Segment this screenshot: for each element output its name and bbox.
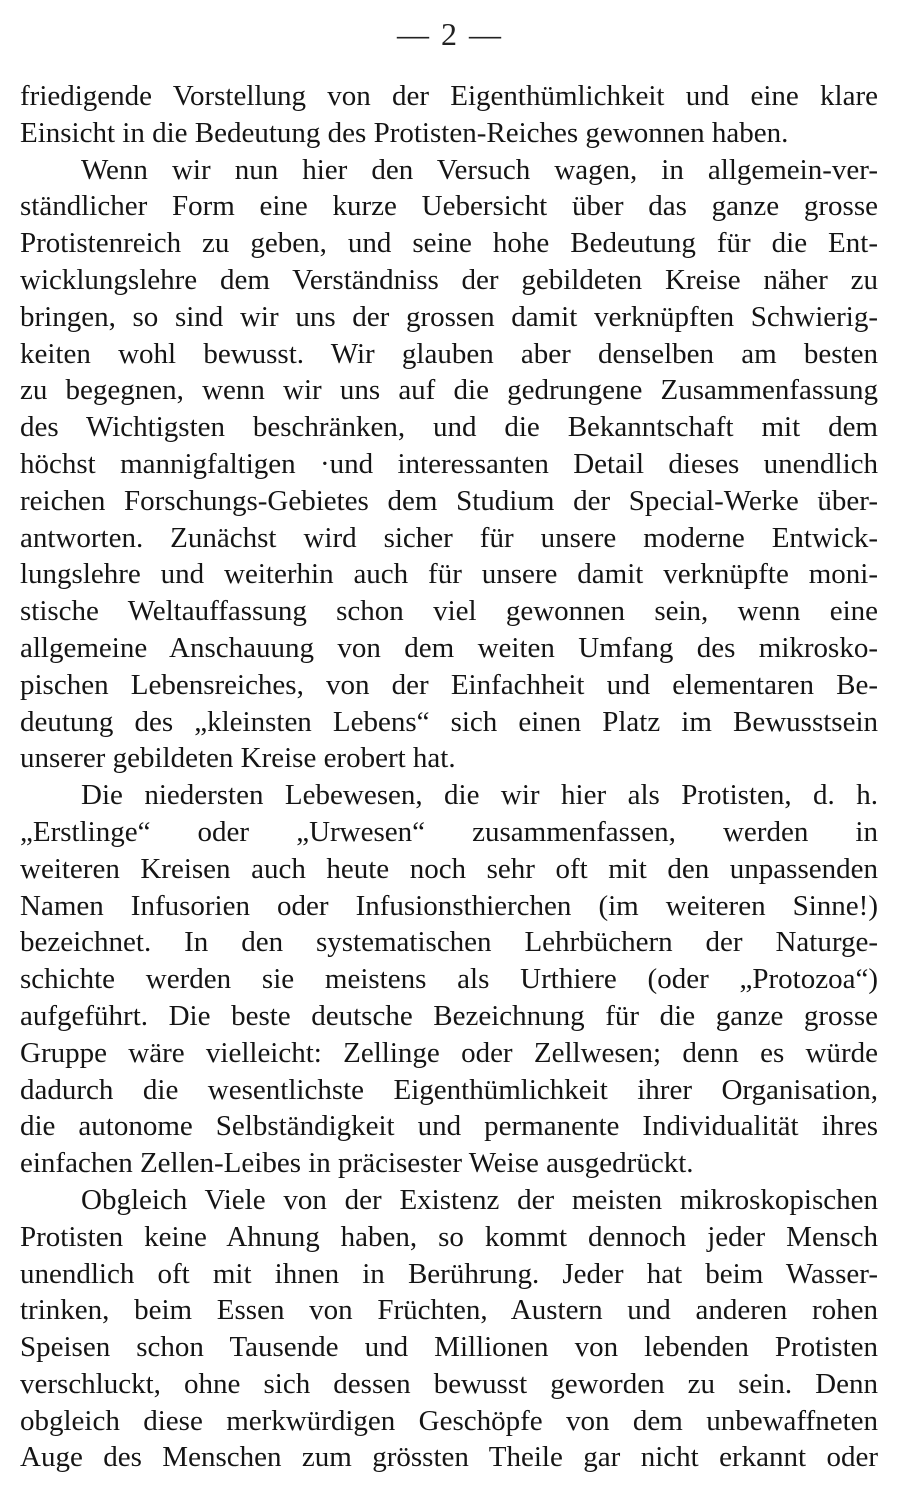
text-line: stische Weltauffassung schon viel gewonnen sein, wenn eine (20, 595, 878, 628)
text-line: „Erstlinge“ oder „Urwesen“ zusammenfassen, werden in (20, 815, 878, 848)
text-line: ständlicher Form eine kurze Uebersicht über das ganze grosse (20, 190, 878, 223)
text-line: schichte werden sie meistens als Urthiere (oder „Protozoa“) (20, 963, 878, 996)
text-line: Namen Infusorien oder Infusionsthierchen (im weiteren Sinne!) (20, 889, 878, 922)
text-line: unendlich oft mit ihnen in Berührung. Jeder hat beim Wasser- (20, 1257, 878, 1290)
text-line: Protisten keine Ahnung haben, so kommt dennoch jeder Mensch (20, 1220, 878, 1253)
text-line: reichen Forschungs-Gebietes dem Studium der Special-Werke über- (20, 484, 878, 517)
text-line: einfachen Zellen-Leibes in präcisester Weise ausgedrückt. (20, 1147, 694, 1180)
text-line: aufgeführt. Die beste deutsche Bezeichnung für die ganze grosse (20, 999, 878, 1032)
text-line: Die niedersten Lebewesen, die wir hier als Protisten, d. h. (81, 779, 878, 812)
text-line: trinken, beim Essen von Früchten, Austern und anderen rohen (20, 1294, 878, 1327)
paragraph-4 (20, 1182, 878, 1476)
page-number: — 2 — (397, 16, 503, 52)
text-line: bezeichnet. In den systematischen Lehrbüchern der Naturge- (20, 926, 878, 959)
text-line: dadurch die wesentlichste Eigenthümlichkeit ihrer Organisation, (20, 1073, 878, 1106)
text-line: höchst mannigfaltigen ·und interessanten Detail dieses unendlich (20, 447, 878, 480)
text-line: Einsicht in die Bedeutung des Protisten-Reiches gewonnen haben. (20, 116, 789, 149)
text-line: allgemeine Anschauung von dem weiten Umfang des mikrosko- (20, 631, 878, 664)
text-line: Obgleich Viele von der Existenz der meisten mikroskopischen (81, 1183, 878, 1216)
text-line: keiten wohl bewusst. Wir glauben aber denselben am besten (20, 337, 878, 370)
paragraph-1 (20, 78, 878, 152)
text-line: Protistenreich zu geben, und seine hohe Bedeutung für die Ent- (20, 227, 878, 260)
text-line: zu begegnen, wenn wir uns auf die gedrungene Zusammenfassung (20, 374, 878, 407)
text-line: pischen Lebensreiches, von der Einfachheit und elementaren Be- (20, 668, 878, 701)
text-line: wicklungslehre dem Verständniss der gebildeten Kreise näher zu (20, 263, 878, 296)
text-line: unserer gebildeten Kreise erobert hat. (20, 742, 456, 775)
body-text (20, 78, 878, 1476)
text-line: antworten. Zunächst wird sicher für unsere moderne Entwick- (20, 521, 878, 554)
paragraph-3 (20, 777, 878, 1182)
text-line: lungslehre und weiterhin auch für unsere damit verknüpfte moni- (20, 558, 878, 591)
paragraph-2 (20, 152, 878, 778)
text-line: weiteren Kreisen auch heute noch sehr oft mit den unpassenden (20, 852, 878, 885)
text-line: verschluckt, ohne sich dessen bewusst geworden zu sein. Denn (20, 1367, 878, 1400)
text-line: deutung des „kleinsten Lebens“ sich einen Platz im Bewusstsein (20, 705, 878, 738)
text-line: Wenn wir nun hier den Versuch wagen, in allgemein-ver- (81, 153, 878, 186)
text-line: Auge des Menschen zum grössten Theile gar nicht erkannt oder (20, 1441, 878, 1474)
text-line: des Wichtigsten beschränken, und die Bekanntschaft mit dem (20, 411, 878, 444)
text-line: friedigende Vorstellung von der Eigenthümlichkeit und eine klare (20, 80, 878, 112)
text-line: obgleich diese merkwürdigen Geschöpfe von dem unbewaffneten (20, 1404, 878, 1437)
text-line: Speisen schon Tausende und Millionen von lebenden Protisten (20, 1331, 878, 1364)
text-line: Gruppe wäre vielleicht: Zellinge oder Zellwesen; denn es würde (20, 1036, 878, 1069)
text-line: die autonome Selbständigkeit und permanente Individualität ihres (20, 1110, 878, 1143)
text-line: bringen, so sind wir uns der grossen damit verknüpften Schwierig- (20, 300, 878, 333)
